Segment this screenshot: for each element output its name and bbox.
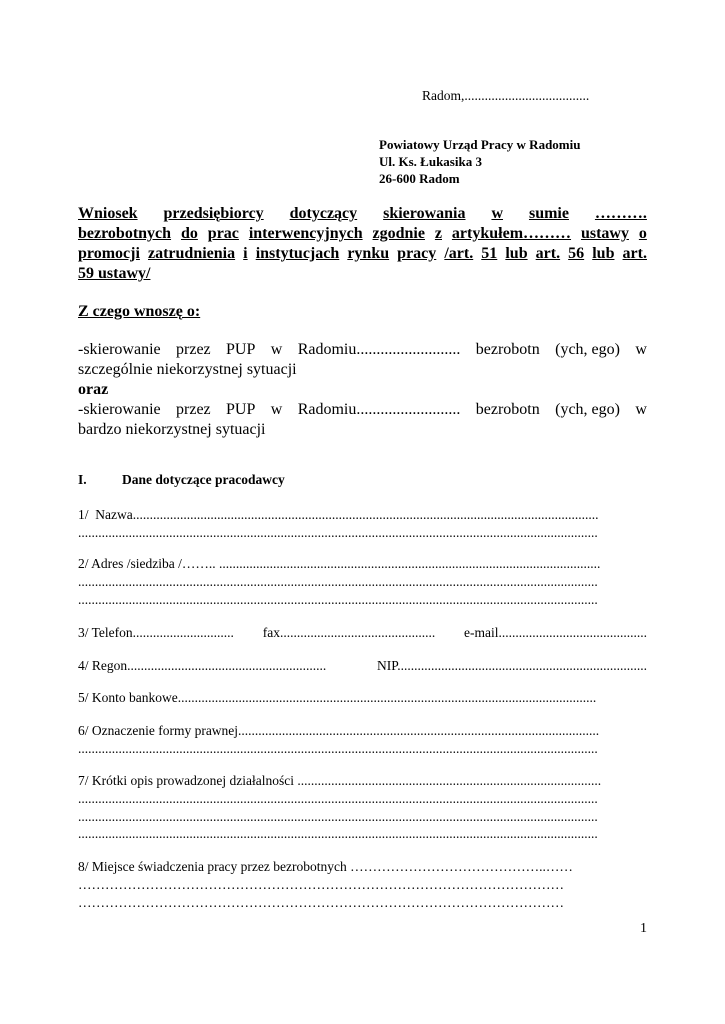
field-workplace[interactable]: 8/ Miejsce świadczenia pracy przez bezrobotnych ……………………………………..……	[78, 860, 573, 874]
title-word: /art.	[444, 245, 474, 262]
recipient-office: Powiatowy Urząd Pracy w Radomiu	[379, 137, 581, 152]
field-workplace-cont-1[interactable]: ………………………………………………………………………………………………	[78, 878, 564, 892]
section-title: Dane dotyczące pracodawcy	[122, 472, 285, 487]
field-regon[interactable]: 4/ Regon...........................................................	[78, 658, 327, 673]
request-word: (ych, ego)	[555, 341, 620, 358]
field-address[interactable]: 2/ Adres /siedziba /…….. .................................................................................................................	[78, 557, 601, 571]
request-line-2	[78, 401, 647, 419]
title-word: lub	[592, 245, 615, 262]
field-ids-line	[78, 658, 647, 674]
title-word: 56	[568, 245, 585, 262]
request-word: w	[270, 401, 283, 418]
title-word: instytucjach	[255, 245, 340, 262]
title-word: przedsiębiorcy	[163, 205, 264, 222]
request-conjunction: oraz	[78, 381, 109, 398]
request-word: -skierowanie	[78, 401, 161, 418]
request-word: w	[635, 401, 647, 418]
field-name[interactable]: 1/ Nazwa..........................................................................................................................................	[78, 508, 599, 522]
field-legal-form[interactable]: 6/ Oznaczenie formy prawnej...........................................................................................................	[78, 724, 600, 738]
title-word: zgodnie	[372, 225, 425, 242]
title-word: i	[243, 245, 248, 262]
title-word: zatrudnienia	[147, 245, 236, 262]
request-word: w	[270, 341, 283, 358]
request-word: -skierowanie	[78, 341, 161, 358]
request-heading: Z czego wnoszę o:	[78, 303, 201, 320]
field-contact-line	[78, 625, 647, 641]
title-line-2	[78, 225, 647, 243]
section-number: I.	[78, 472, 87, 487]
title-word: z	[434, 225, 442, 242]
title-word: dotyczący	[289, 205, 358, 222]
title-word: art.	[535, 245, 561, 262]
request-word: bezrobotn	[475, 401, 540, 418]
request-word: w	[635, 341, 647, 358]
request-line-1-cont: szczególnie niekorzystnej sytuacji	[78, 361, 297, 378]
title-word: sumie	[528, 205, 569, 222]
title-word: o	[638, 225, 647, 242]
field-email[interactable]: e-mail............................................	[464, 625, 647, 640]
field-legal-form-cont[interactable]: ..........................................................................................................................................................	[78, 742, 598, 756]
field-activity[interactable]: 7/ Krótki opis prowadzonej działalności ..........................................................................................	[78, 774, 602, 788]
field-address-cont-2[interactable]: ..........................................................................................................................................................	[78, 593, 598, 607]
field-activity-cont-3[interactable]: ..........................................................................................................................................................	[78, 827, 598, 841]
title-word: pracy	[397, 245, 437, 262]
recipient-street: Ul. Ks. Łukasika 3	[379, 154, 482, 169]
request-line-2-cont: bardzo niekorzystnej sytuacji	[78, 421, 266, 438]
field-bank-account[interactable]: 5/ Konto bankowe............................................................................................................................	[78, 691, 597, 705]
field-activity-cont-2[interactable]: ..........................................................................................................................................................	[78, 810, 598, 824]
request-line-1	[78, 341, 647, 359]
recipient-city: 26-600 Radom	[379, 171, 460, 186]
title-word: rynku	[347, 245, 390, 262]
title-line-3	[78, 245, 647, 263]
title-word: do	[180, 225, 198, 242]
field-name-cont[interactable]: ..........................................................................................................................................................	[78, 526, 598, 540]
title-word: Wniosek	[78, 205, 138, 222]
request-word: (ych, ego)	[555, 401, 620, 418]
title-word: prac	[207, 225, 239, 242]
field-fax[interactable]: fax..............................................	[262, 625, 436, 640]
request-word: PUP	[226, 401, 256, 418]
title-word: interwencyjnych	[248, 225, 363, 242]
field-workplace-cont-2[interactable]: ………………………………………………………………………………………………	[78, 896, 564, 910]
title-word: promocji	[78, 245, 140, 262]
title-word: ……….	[594, 205, 647, 222]
title-word: bezrobotnych	[78, 225, 172, 242]
field-activity-cont-1[interactable]: ..........................................................................................................................................................	[78, 792, 598, 806]
title-word: skierowania	[383, 205, 466, 222]
title-word: artykułem………	[451, 225, 572, 242]
request-word: Radomiu..........................	[297, 401, 461, 418]
title-line-1	[78, 205, 647, 223]
title-word: w	[491, 205, 504, 222]
page-number: 1	[640, 921, 647, 936]
request-word: bezrobotn	[475, 341, 540, 358]
request-word: Radomiu..........................	[297, 341, 461, 358]
title-word: lub	[505, 245, 528, 262]
request-word: PUP	[226, 341, 256, 358]
field-nip[interactable]: NIP..........................................................................	[376, 658, 647, 673]
title-line-4: 59 ustawy/	[78, 265, 151, 282]
title-word: 51	[481, 245, 498, 262]
request-word: przez	[176, 341, 211, 358]
place-date-line: Radom,.....................................	[422, 88, 590, 103]
title-word: ustawy	[580, 225, 629, 242]
title-word: art.	[622, 245, 647, 262]
request-word: przez	[176, 401, 211, 418]
field-address-cont-1[interactable]: ..........................................................................................................................................................	[78, 575, 598, 589]
field-phone[interactable]: 3/ Telefon..............................	[78, 625, 234, 640]
